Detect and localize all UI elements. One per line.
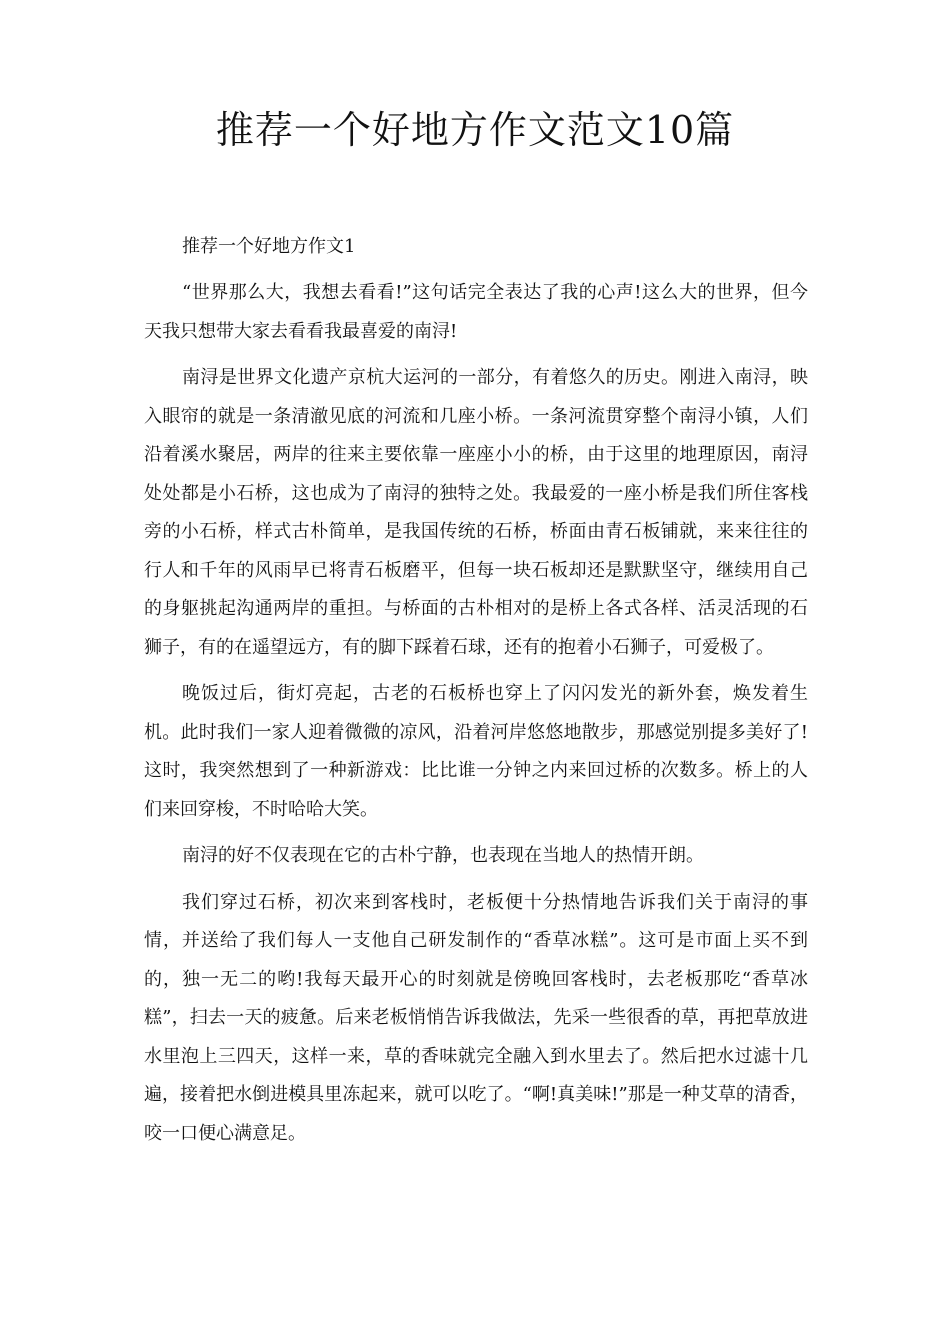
paragraph-3: 晚饭过后，街灯亮起，古老的石板桥也穿上了闪闪发光的新外套，焕发着生机。此时我们一家人迎着微微的凉风，沿着河岸悠悠地散步，那感觉别提多美好了!这时，我突然想到了一种新游戏：比比谁一分钟之内来回过桥的次数多。桥上的人们来回穿梭，不时哈哈大笑。 (144, 683, 808, 820)
document-title: 推荐一个好地方作文范文10篇 (215, 108, 735, 152)
paragraph-5: 我们穿过石桥，初次来到客栈时，老板便十分热情地告诉我们关于南浔的事情，并送给了我们每人一支他自己研发制作的“香草冰糕”。这可是市面上买不到的，独一无二的哟!我每天最开心的时刻就是傍晚回客栈时，去老板那吃“香草冰糕”，扫去一天的疲惫。后来老板悄悄告诉我做法，先采一些很香的草，再把草放进水里泡上三四天，这样一来，草的香味就完全融入到水里去了。然后把水过滤十几遍，接着把水倒进模具里冻起来，就可以吃了。“啊!真美味!”那是一种艾草的清香，咬一口便心满意足。 (144, 891, 808, 1144)
section-heading: 推荐一个好地方作文1 (182, 236, 356, 257)
paragraph-1: “世界那么大，我想去看看!”这句话完全表达了我的心声!这么大的世界，但今天我只想带大家去看看我最喜爱的南浔! (144, 282, 808, 342)
paragraph-4: 南浔的好不仅表现在它的古朴宁静，也表现在当地人的热情开朗。 (182, 845, 704, 866)
paragraph-2: 南浔是世界文化遗产京杭大运河的一部分，有着悠久的历史。刚进入南浔，映入眼帘的就是一条清澈见底的河流和几座小桥。一条河流贯穿整个南浔小镇，人们沿着溪水聚居，两岸的往来主要依靠一座座小小的桥，由于这里的地理原因，南浔处处都是小石桥，这也成为了南浔的独特之处。我最爱的一座小桥是我们所住客栈旁的小石桥，样式古朴简单，是我国传统的石桥，桥面由青石板铺就，来来往往的行人和千年的风雨早已将青石板磨平，但每一块石板却还是默默坚守，继续用自己的身躯挑起沟通两岸的重担。与桥面的古朴相对的是桥上各式各样、活灵活现的石狮子，有的在遥望远方，有的脚下踩着石球，还有的抱着小石狮子，可爱极了。 (144, 367, 808, 658)
document-body (144, 228, 808, 1161)
